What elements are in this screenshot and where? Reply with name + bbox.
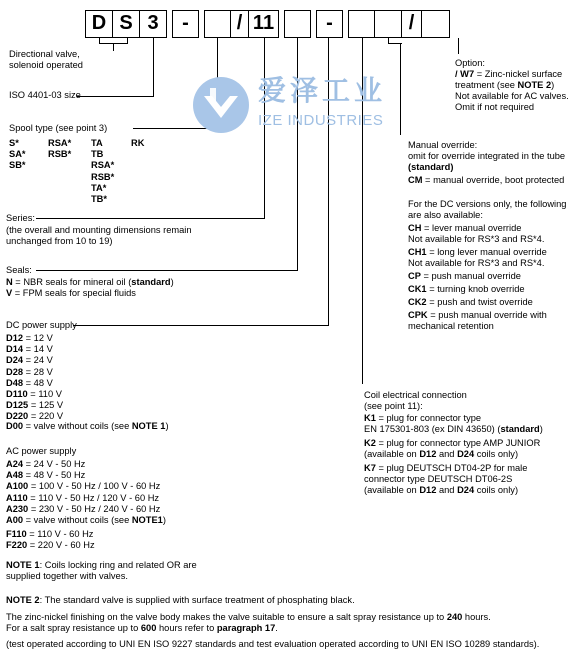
spool-col-1: S* SA* SB*: [9, 138, 26, 171]
manual-override-standard: (standard): [408, 162, 454, 172]
coil-connection-line-2: (see point 11):: [364, 401, 423, 411]
coil-connection-title: Coil electrical connection: [364, 390, 467, 400]
list-item: F110 = 110 V - 60 Hz: [6, 529, 94, 539]
seals-fpm: V = FPM seals for special fluids: [6, 288, 136, 298]
ac-power-list: [6, 459, 160, 515]
code-cell-3: 3: [140, 10, 167, 38]
ac-a00: A00 = valve without coils (see NOTE1): [6, 515, 166, 525]
zinc-nickel-note: The zinc-nickel finishing on the valve body makes the valve suitable to ensure a salt spray resistance up to 240 hours.: [6, 612, 491, 622]
dc-only-line-1: For the DC versions only, the following: [408, 199, 567, 209]
override-cp: CP = push manual override: [408, 271, 521, 281]
note-1: NOTE 1: Coils locking ring and related OR are: [6, 560, 197, 570]
valve-type-line-2: solenoid operated: [9, 60, 83, 70]
list-item: F220 = 220 V - 60 Hz: [6, 540, 95, 551]
list-item: D28 = 28 V: [6, 366, 53, 377]
valve-type-line-1: Directional valve,: [9, 49, 80, 59]
seals-nbr: N = NBR seals for mineral oil (standard): [6, 277, 174, 287]
list-item: D220 = 220 V: [6, 411, 64, 422]
list-item: A48 = 48 V - 50 Hz: [6, 470, 86, 481]
series-line-2: (the overall and mounting dimensions remain: [6, 225, 192, 235]
note-2: NOTE 2: The standard valve is supplied with surface treatment of phosphating black.: [6, 595, 355, 605]
coil-k1: K1 = plug for connector type EN 175301-803 (ex DIN 43650) (standard): [364, 413, 543, 435]
option-title: Option:: [455, 58, 485, 68]
manual-override-line-2: omit for override integrated in the tube: [408, 151, 566, 161]
salt-spray-note: For a salt spray resistance up to 600 hours refer to paragraph 17.: [6, 623, 278, 633]
manual-override-title: Manual override:: [408, 140, 478, 150]
iso-size: ISO 4401-03 size: [9, 90, 81, 100]
test-standard-note: (test operated according to UNI EN ISO 9227 standards and test evaluation operated according to UNI EN ISO 10289 standards).: [6, 639, 540, 649]
override-ck2: CK2 = push and twist override: [408, 297, 533, 307]
code-cell-5: [204, 10, 231, 38]
code-cell-10: [348, 10, 375, 38]
override-cpk: CPK = push manual override with mechanical retention: [408, 310, 547, 332]
ac-power-title: AC power supply: [6, 446, 77, 456]
series-title: Series:: [6, 213, 35, 223]
coil-k2: K2 = plug for connector type AMP JUNIOR (available on D12 and D24 coils only): [364, 438, 541, 460]
list-item: D24 = 24 V: [6, 355, 53, 366]
spool-col-3: TA TB RSA* RSB* TA* TB*: [91, 138, 115, 205]
option-w7-line-3: Not available for AC valves.: [455, 91, 569, 101]
code-cell-12: /: [402, 10, 422, 38]
list-item: D110 = 110 V: [6, 389, 62, 400]
watermark: [190, 70, 410, 150]
spool-col-4: RK: [131, 138, 145, 148]
code-cell-7: 11: [249, 10, 279, 38]
code-cell-4: -: [172, 10, 199, 38]
list-item: D12 = 12 V: [6, 333, 53, 343]
watermark-chinese: 爱泽工业: [258, 74, 387, 107]
code-cell-8: [284, 10, 311, 38]
code-cell-13: [422, 10, 450, 38]
override-ck1: CK1 = turning knob override: [408, 284, 525, 294]
code-cell-11: [375, 10, 402, 38]
code-cell-2: S: [113, 10, 140, 38]
list-item: A24 = 24 V - 50 Hz: [6, 459, 86, 469]
override-ch: CH = lever manual override Not available for RS*3 and RS*4.: [408, 223, 545, 245]
list-item: D14 = 14 V: [6, 344, 53, 355]
coil-k7: K7 = plug DEUTSCH DT04-2P for male connector type DEUTSCH DT06-2S (available on D12 and D24 coils only): [364, 463, 528, 496]
dc-power-list: [6, 333, 63, 423]
dc-power-title: DC power supply: [6, 320, 77, 330]
override-ch1: CH1 = long lever manual override Not available for RS*3 and RS*4.: [408, 247, 547, 269]
list-item: D125 = 125 V: [6, 400, 64, 411]
option-w7: / W7 = Zinc-nickel surface: [455, 69, 563, 79]
ac-f-list: [6, 529, 95, 551]
code-cell-1: D: [85, 10, 113, 38]
dc-d00: D00 = valve without coils (see NOTE 1): [6, 421, 169, 431]
list-item: D48 = 48 V: [6, 377, 53, 388]
dc-only-line-2: are also available:: [408, 210, 483, 220]
option-w7-line-4: Omit if not required: [455, 102, 535, 112]
spool-col-2: RSA* RSB*: [48, 138, 72, 160]
note-1-line-2: supplied together with valves.: [6, 571, 128, 581]
watermark-logo-icon: [190, 74, 252, 136]
list-item: A230 = 230 V - 50 Hz / 240 V - 60 Hz: [6, 503, 161, 514]
list-item: A100 = 100 V - 50 Hz / 100 V - 60 Hz: [6, 481, 161, 492]
option-w7-line-2: treatment (see NOTE 2): [455, 80, 555, 90]
code-cell-9: -: [316, 10, 343, 38]
spool-type-title: Spool type (see point 3): [9, 123, 108, 133]
code-cell-6: /: [231, 10, 249, 38]
series-line-3: unchanged from 10 to 19): [6, 236, 113, 246]
watermark-english: IZE INDUSTRIES: [258, 112, 384, 129]
manual-override-cm: CM = manual override, boot protected: [408, 175, 565, 185]
seals-title: Seals:: [6, 265, 32, 275]
list-item: A110 = 110 V - 50 Hz / 120 V - 60 Hz: [6, 492, 160, 503]
